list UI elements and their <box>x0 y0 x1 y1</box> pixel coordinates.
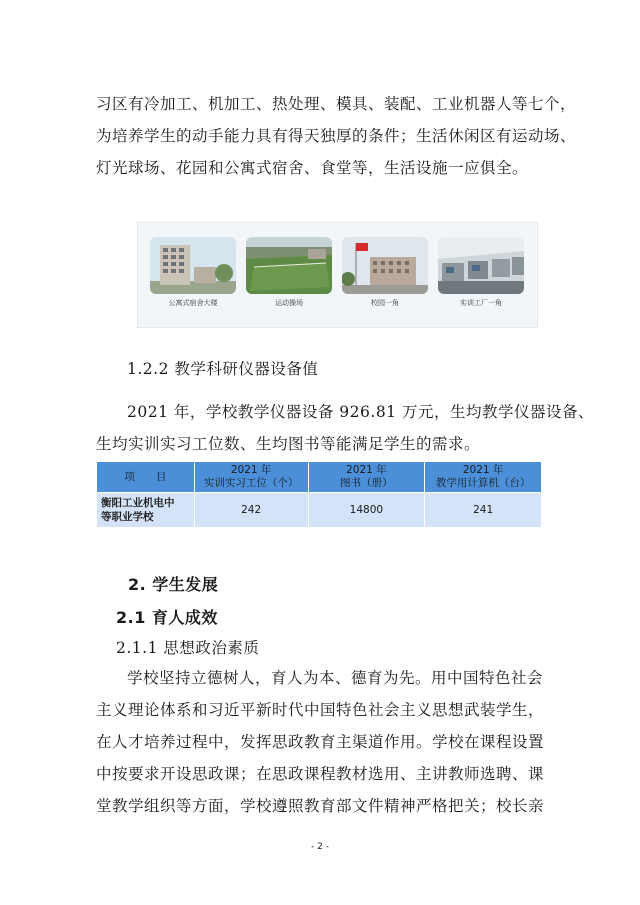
text-line: 堂教学组织等方面，学校遵照教育部文件精神严格把关；校长亲 <box>96 797 545 815</box>
text-line: 灯光球场、花园和公寓式宿舍、食堂等，生活设施一应俱全。 <box>96 159 529 177</box>
photo-apartment <box>150 237 236 309</box>
section-heading-2-1-1: 2.1.1 思想政治素质 <box>116 639 260 657</box>
table-header-cell: 2021 年 实训实习工位（个） <box>194 462 308 493</box>
table-header-cell: 项 目 <box>97 462 195 493</box>
photo-campus-corner <box>342 237 428 309</box>
text-line: 生均实训实习工位数、生均图书等能满足学生的需求。 <box>96 435 481 453</box>
photo-caption: 实训工厂一角 <box>460 299 502 307</box>
campus-photo-strip <box>137 222 538 328</box>
photo-caption: 公寓式宿舍大楼 <box>168 299 218 307</box>
equipment-table <box>96 461 542 528</box>
campus-corner-photo <box>342 237 428 294</box>
text-line: 中按要求开设思政课；在思政课程教材选用、主讲教师选聘、课 <box>96 765 545 783</box>
table-cell: 241 <box>425 493 542 528</box>
photo-sports-field <box>246 237 332 309</box>
photo-caption: 校园一角 <box>371 299 399 307</box>
section-heading-2: 2. 学生发展 <box>128 575 219 594</box>
text-line: 在人才培养过程中，发挥思政教育主渠道作用。学校在课程设置 <box>96 733 545 751</box>
text-line: 2021 年，学校教学仪器设备 926.81 万元，生均教学仪器设备、 <box>127 403 594 421</box>
table-cell-school-name: 衡阳工业机电中 等职业学校 <box>97 493 195 528</box>
intro-paragraph <box>96 88 577 184</box>
training-factory-photo <box>438 237 524 294</box>
sports-field-photo <box>246 237 332 294</box>
page-number: - 2 - <box>311 842 329 852</box>
photo-training-factory <box>438 237 524 309</box>
table-row <box>97 493 542 528</box>
text-line: 学校坚持立德树人，育人为本、德育为先。用中国特色社会 <box>127 669 544 687</box>
table-header-cell: 2021 年 教学用计算机（台） <box>425 462 542 493</box>
text-line: 习区有冷加工、机加工、热处理、模具、装配、工业机器人等七个， <box>96 95 577 113</box>
table-header-row <box>97 462 542 493</box>
section-heading-2-1: 2.1 育人成效 <box>116 608 218 627</box>
apartment-building-photo <box>150 237 236 294</box>
text-line: 为培养学生的动手能力具有得天独厚的条件；生活休闲区有运动场、 <box>96 127 577 145</box>
photo-caption: 运动操场 <box>275 299 303 307</box>
table-header-cell: 2021 年 图书（册） <box>308 462 425 493</box>
section-1-2-2-paragraph <box>96 396 594 460</box>
section-2-1-1-paragraph <box>96 662 556 822</box>
table-cell: 14800 <box>308 493 425 528</box>
text-line: 主义理论体系和习近平新时代中国特色社会主义思想武装学生， <box>96 701 545 719</box>
section-heading-1-2-2: 1.2.2 教学科研仪器设备值 <box>127 360 319 378</box>
table-cell: 242 <box>194 493 308 528</box>
